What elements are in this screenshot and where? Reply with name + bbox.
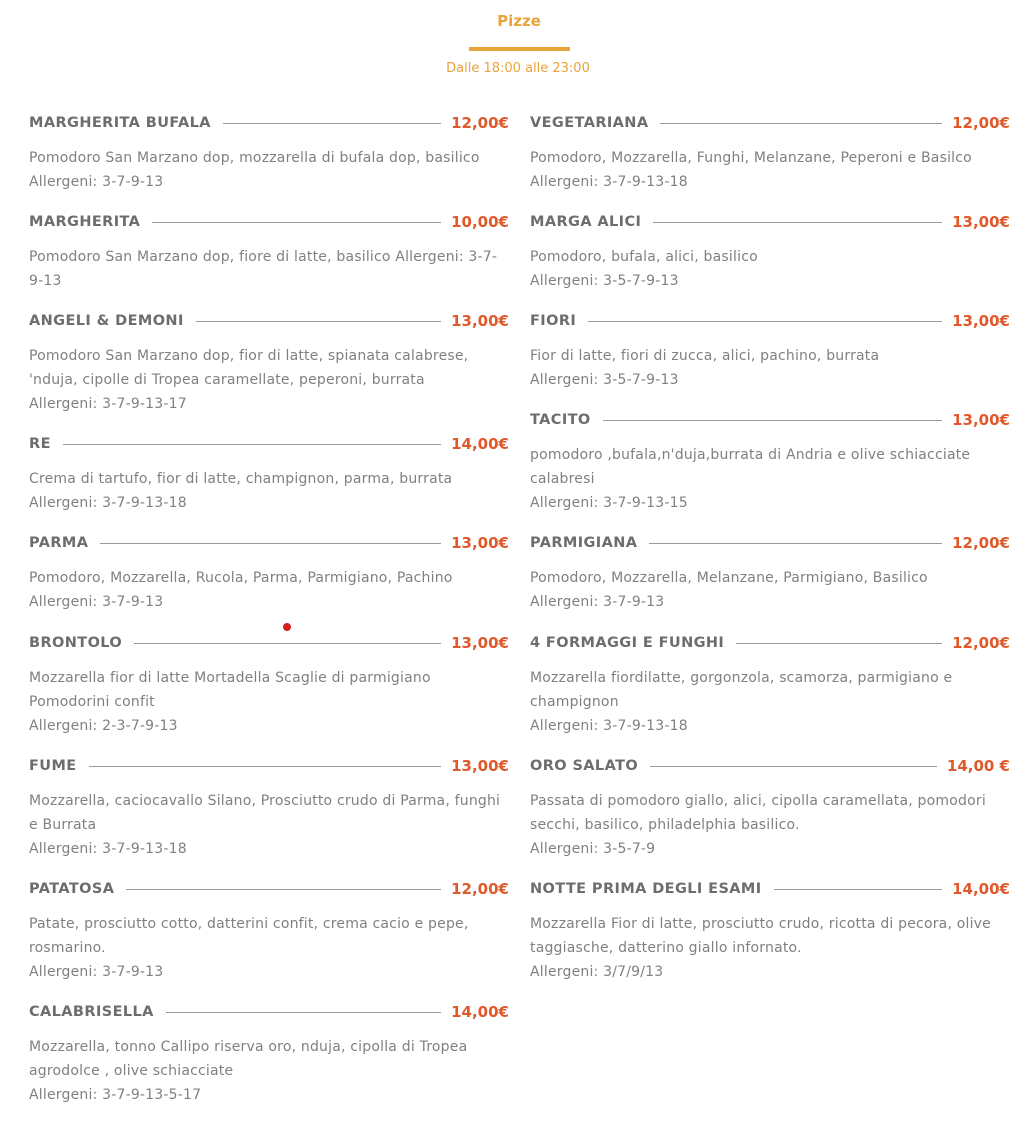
menu-item-price: 13,00€	[451, 534, 509, 552]
menu-item-header	[530, 533, 1010, 553]
menu-item-divider	[649, 543, 942, 544]
menu-item-divider	[588, 321, 942, 322]
menu-item-divider	[774, 889, 943, 890]
menu-item-divider	[89, 766, 441, 767]
menu-item-description	[530, 666, 1010, 738]
menu-item-divider	[603, 420, 942, 421]
menu-item-description	[29, 789, 509, 861]
menu-item-allergens: Allergeni: 3-7-9-13	[29, 174, 164, 190]
menu-item-allergens: Allergeni: 3-7-9-13-5-17	[29, 1087, 202, 1103]
menu-item-allergens: Allergeni: 3-7-9-13-18	[530, 718, 688, 734]
menu-item-price: 14,00€	[451, 1003, 509, 1021]
menu-item	[530, 113, 1010, 194]
menu-item-divider	[134, 643, 441, 644]
menu-item-header	[530, 212, 1010, 232]
menu-item-name: NOTTE PRIMA DEGLI ESAMI	[530, 881, 762, 897]
menu-item-name: BRONTOLO	[29, 635, 123, 651]
menu-item-description	[29, 245, 509, 293]
menu-item-ingredients: Fior di latte, fiori di zucca, alici, pachino, burrata	[530, 348, 880, 364]
menu-item-header	[530, 410, 1010, 430]
menu-item	[530, 311, 1010, 392]
menu-item-allergens: Allergeni: 3-7-9-13-18	[29, 841, 187, 857]
menu-item-price: 13,00€	[451, 757, 509, 775]
menu-item-price: 10,00€	[451, 213, 509, 231]
menu-item-header	[29, 434, 509, 454]
menu-item-divider	[650, 766, 937, 767]
menu-item-allergens: Allergeni: 3-7-9-13-17	[29, 396, 187, 412]
menu-item-ingredients: Pomodoro, Mozzarella, Melanzane, Parmigiano, Basilico	[530, 570, 928, 586]
tab-active-underline	[469, 47, 570, 51]
menu-item-allergens: Allergeni: 3-7-9-13	[530, 594, 665, 610]
menu-item-allergens: Allergeni: 3-7-9-13-18	[530, 174, 688, 190]
menu-item-name: TACITO	[530, 412, 591, 428]
menu-item-description	[29, 467, 509, 515]
menu-item-name: MARGHERITA	[29, 214, 141, 230]
menu-item-price: 14,00€	[451, 435, 509, 453]
menu-item-header	[29, 756, 509, 776]
menu-item-divider	[152, 222, 441, 223]
menu-item-ingredients: Pomodoro San Marzano dop, mozzarella di bufala dop, basilico	[29, 150, 480, 166]
menu-item-price: 13,00€	[952, 312, 1010, 330]
menu-item-header	[29, 633, 509, 653]
menu-item-description	[29, 344, 509, 416]
menu-item-divider	[660, 123, 942, 124]
menu-item-allergens: Allergeni: 3-7-9-13-15	[530, 495, 688, 511]
menu-item-description	[530, 245, 1010, 293]
menu-item-price: 13,00€	[952, 411, 1010, 429]
menu-item	[530, 410, 1010, 515]
menu-item-description	[530, 146, 1010, 194]
menu-item	[530, 212, 1010, 293]
menu-item	[29, 879, 509, 984]
menu-item	[29, 212, 509, 293]
menu-item-ingredients: Mozzarella, tonno Callipo riserva oro, nduja, cipolla di Tropea agrodolce , olive schiacciate	[29, 1039, 468, 1079]
menu-item-name: PARMIGIANA	[530, 535, 638, 551]
menu-item-description	[530, 566, 1010, 614]
menu-item	[530, 533, 1010, 614]
menu-item-header	[530, 633, 1010, 653]
menu-item-allergens: Allergeni: 2-3-7-9-13	[29, 718, 178, 734]
menu-item-name: ORO SALATO	[530, 758, 639, 774]
menu-item-ingredients: Pomodoro San Marzano dop, fior di latte, spianata calabrese, 'nduja, cipolle di Tropea caramellate, peperoni, burrata	[29, 348, 469, 388]
menu-item-divider	[196, 321, 441, 322]
menu-item-ingredients: Pomodoro San Marzano dop, fiore di latte, basilico Allergeni: 3-7-9-13	[29, 249, 498, 289]
menu-item-allergens: Allergeni: 3-5-7-9	[530, 841, 656, 857]
menu-item-allergens: Allergeni: 3-7-9-13-18	[29, 495, 187, 511]
menu-item-description	[29, 666, 509, 738]
menu-item-header	[530, 311, 1010, 331]
menu-item-header	[29, 1002, 509, 1022]
menu-item	[530, 756, 1010, 861]
menu-item-price: 12,00€	[952, 534, 1010, 552]
menu-item	[29, 434, 509, 515]
cursor-dot	[283, 623, 291, 631]
menu-item	[29, 756, 509, 861]
menu-item-ingredients: Mozzarella fiordilatte, gorgonzola, scamorza, parmigiano e champignon	[530, 670, 953, 710]
menu-item-divider	[126, 889, 441, 890]
menu-item-ingredients: Mozzarella Fior di latte, prosciutto crudo, ricotta di pecora, olive taggiasche, datterino giallo infornato.	[530, 916, 991, 956]
menu-item-ingredients: Patate, prosciutto cotto, datterini confit, crema cacio e pepe, rosmarino.	[29, 916, 469, 956]
menu-item	[530, 633, 1010, 738]
menu-item-description	[29, 1035, 509, 1107]
menu-item-allergens: Allergeni: 3-5-7-9-13	[530, 273, 679, 289]
menu-item-allergens: Allergeni: 3-7-9-13	[29, 964, 164, 980]
menu-item-description	[29, 912, 509, 984]
menu-item-price: 13,00€	[451, 634, 509, 652]
menu-item	[530, 879, 1010, 984]
menu-item-name: FIORI	[530, 313, 577, 329]
tab-pizze[interactable]: Pizze	[497, 12, 541, 30]
menu-item-description	[530, 912, 1010, 984]
menu-item-ingredients: Pomodoro, Mozzarella, Rucola, Parma, Parmigiano, Pachino	[29, 570, 453, 586]
menu-item-allergens: Allergeni: 3-5-7-9-13	[530, 372, 679, 388]
menu-item-divider	[223, 123, 441, 124]
menu-item-price: 14,00€	[952, 880, 1010, 898]
menu-item-description	[530, 443, 1010, 515]
menu-item-ingredients: Pomodoro, bufala, alici, basilico	[530, 249, 758, 265]
menu-item-divider	[63, 444, 441, 445]
menu-item	[29, 633, 509, 738]
opening-hours: Dalle 18:00 alle 23:00	[446, 61, 590, 76]
menu-item-divider	[653, 222, 942, 223]
menu-item-ingredients: Crema di tartufo, fior di latte, champignon, parma, burrata	[29, 471, 453, 487]
menu-item-name: PATATOSA	[29, 881, 115, 897]
menu-item-name: ANGELI & DEMONI	[29, 313, 184, 329]
menu-item-ingredients: Mozzarella fior di latte Mortadella Scaglie di parmigiano Pomodorini confit	[29, 670, 431, 710]
menu-item-price: 13,00€	[451, 312, 509, 330]
menu-item-header	[29, 212, 509, 232]
menu-item-header	[29, 533, 509, 553]
menu-item-name: CALABRISELLA	[29, 1004, 154, 1020]
menu-item-price: 14,00 €	[946, 757, 1010, 775]
menu-item-ingredients: Mozzarella, caciocavallo Silano, Prosciutto crudo di Parma, funghi e Burrata	[29, 793, 501, 833]
menu-item-header	[29, 879, 509, 899]
menu-item-divider	[166, 1012, 441, 1013]
menu-item-divider	[736, 643, 942, 644]
menu-item-price: 12,00€	[952, 114, 1010, 132]
menu-item-price: 12,00€	[451, 114, 509, 132]
menu-item-name: PARMA	[29, 535, 89, 551]
menu-item-header	[29, 311, 509, 331]
menu-item-divider	[100, 543, 441, 544]
menu-item	[29, 1002, 509, 1107]
menu-item-header	[29, 113, 509, 133]
menu-item-ingredients: pomodoro ,bufala,n'duja,burrata di Andria e olive schiacciate calabresi	[530, 447, 971, 487]
menu-item	[29, 113, 509, 194]
menu-item-ingredients: Passata di pomodoro giallo, alici, cipolla caramellata, pomodori secchi, basilico, philadelphia basilico.	[530, 793, 986, 833]
menu-item-allergens: Allergeni: 3/7/9/13	[530, 964, 664, 980]
menu-item-header	[530, 113, 1010, 133]
menu-item-name: MARGHERITA BUFALA	[29, 115, 211, 131]
menu-item-allergens: Allergeni: 3-7-9-13	[29, 594, 164, 610]
menu-item-description	[530, 344, 1010, 392]
menu-item-price: 12,00€	[451, 880, 509, 898]
menu-item-name: VEGETARIANA	[530, 115, 649, 131]
menu-item-price: 12,00€	[952, 634, 1010, 652]
menu-item-ingredients: Pomodoro, Mozzarella, Funghi, Melanzane, Peperoni e Basilco	[530, 150, 972, 166]
menu-item-name: 4 FORMAGGI E FUNGHI	[530, 635, 725, 651]
menu-item-name: FUME	[29, 758, 77, 774]
menu-item-description	[29, 566, 509, 614]
menu-item-header	[530, 879, 1010, 899]
menu-item-price: 13,00€	[952, 213, 1010, 231]
menu-item-header	[530, 756, 1010, 776]
menu-item-name: RE	[29, 436, 51, 452]
menu-item-description	[29, 146, 509, 194]
menu-item-name: MARGA ALICI	[530, 214, 642, 230]
menu-item	[29, 311, 509, 416]
menu-item-description	[530, 789, 1010, 861]
menu-item	[29, 533, 509, 614]
